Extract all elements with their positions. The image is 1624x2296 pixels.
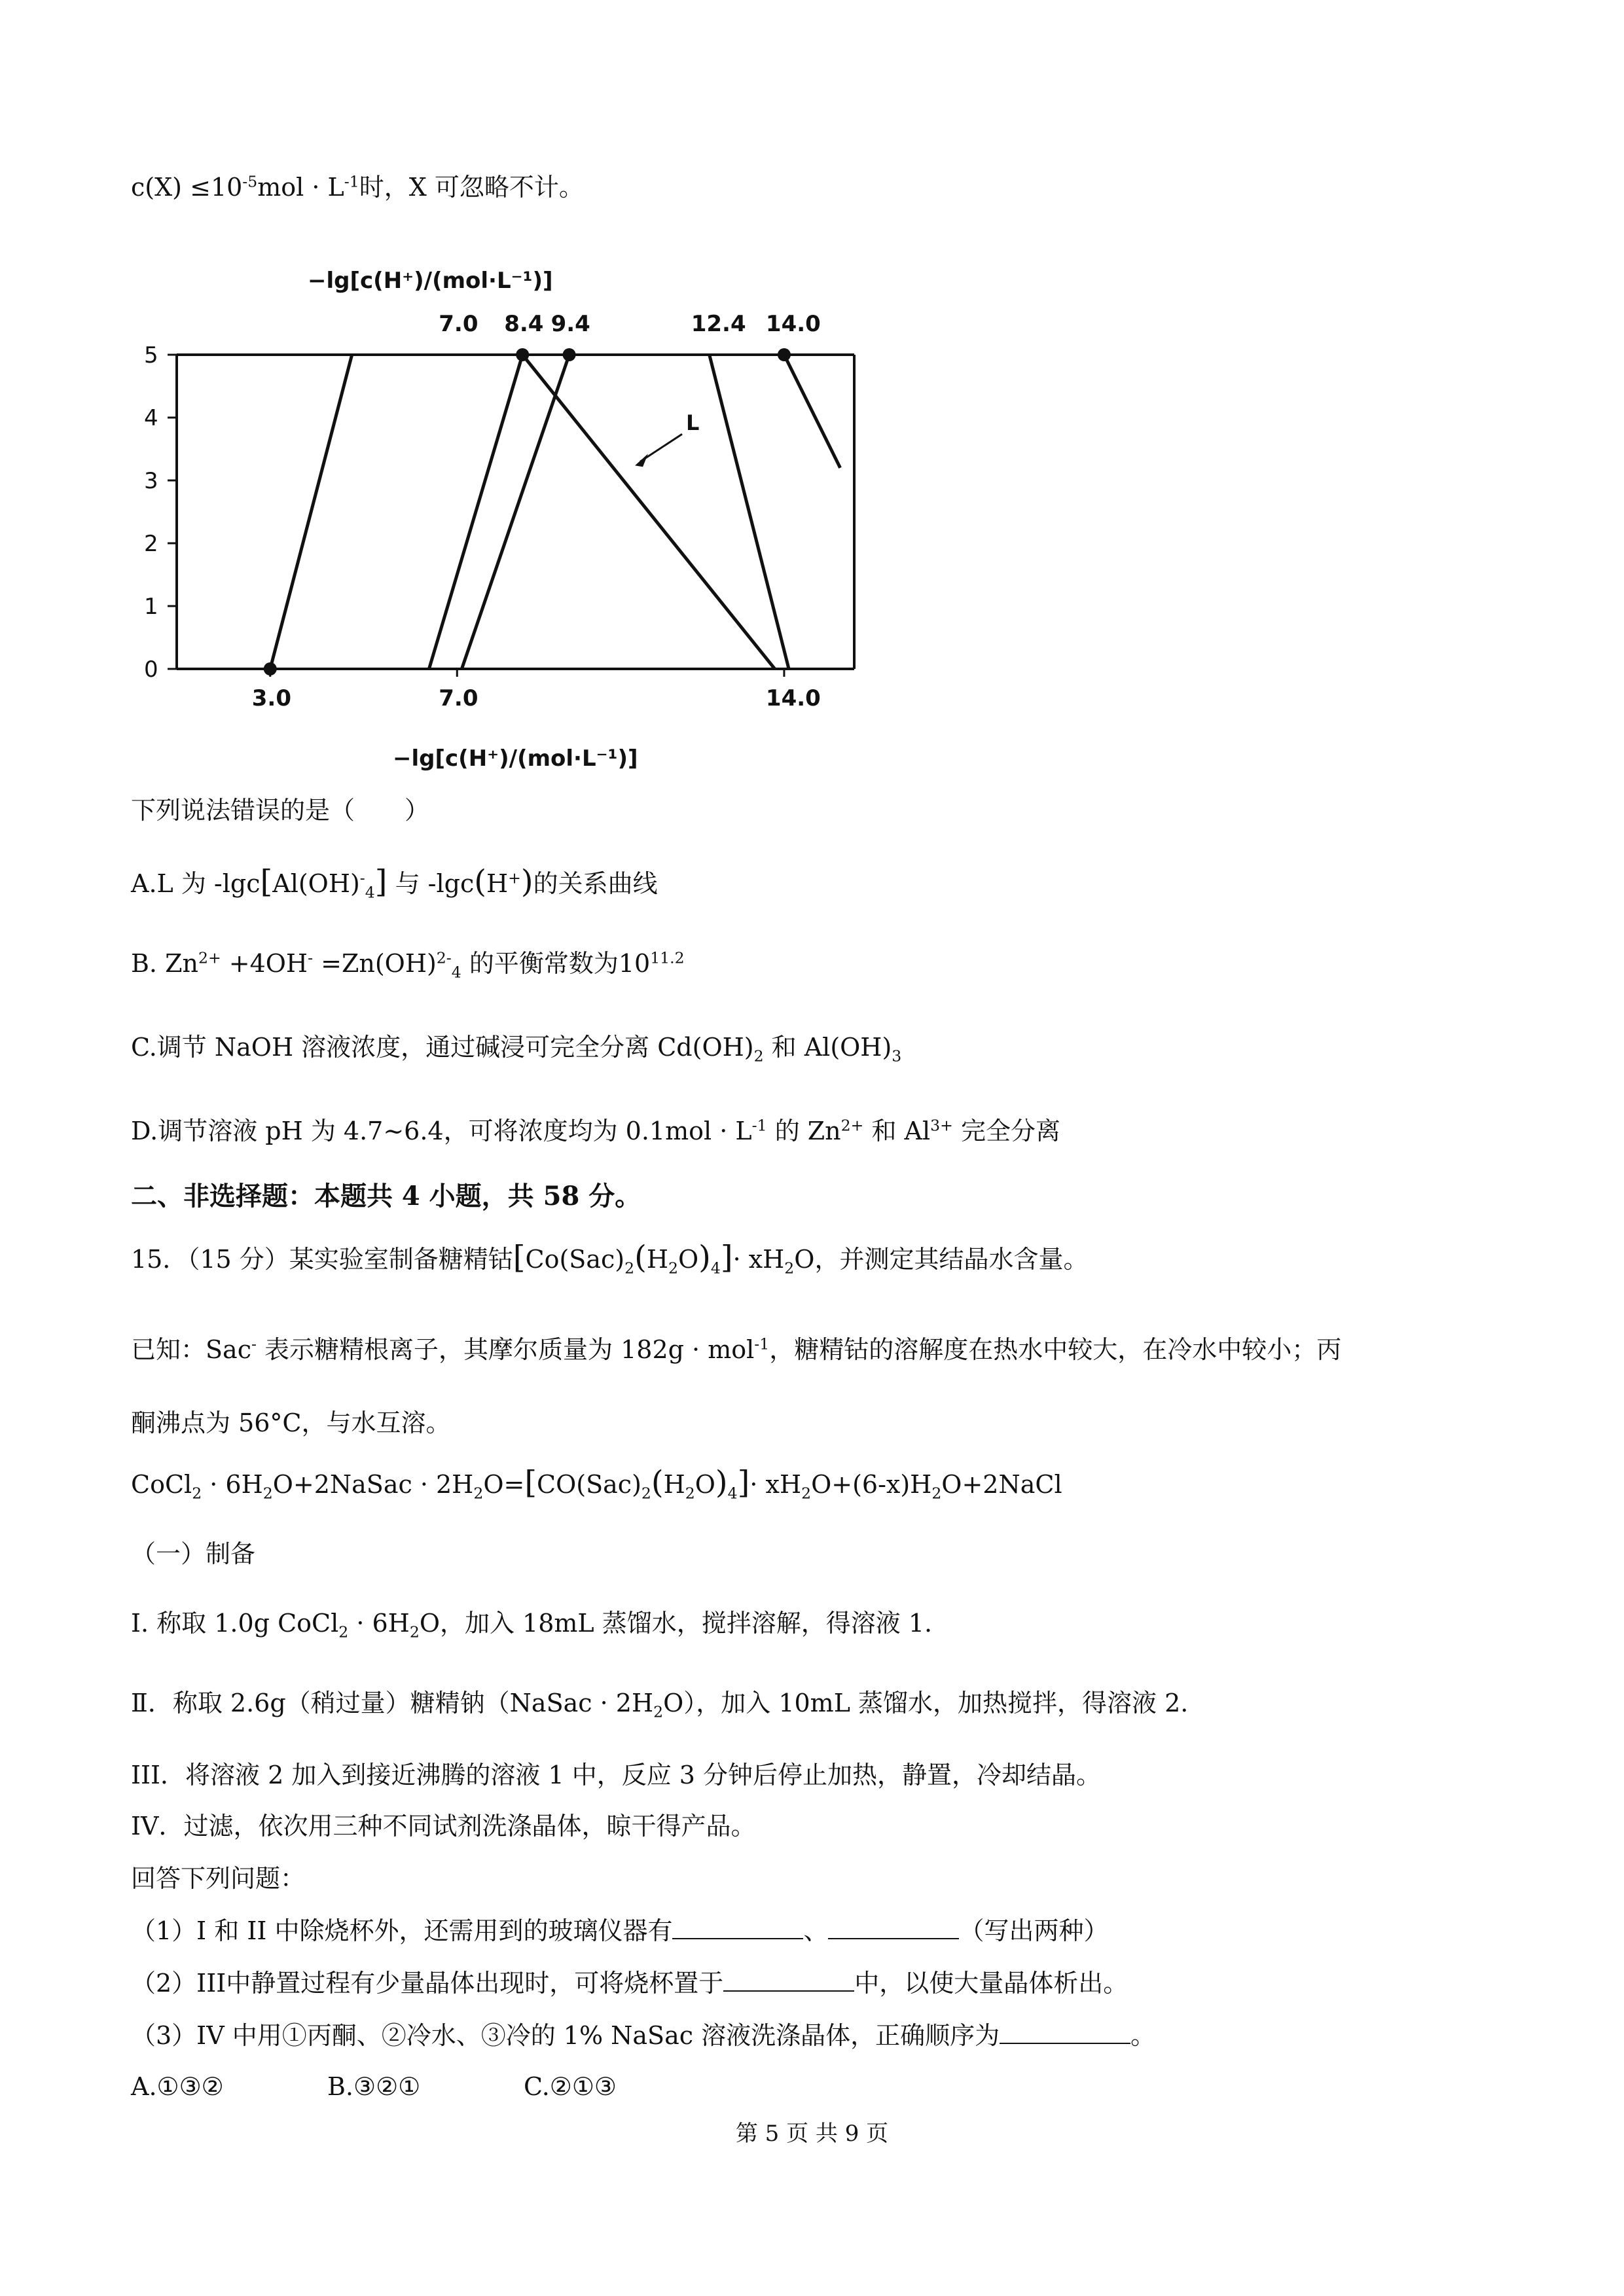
sub-question-1 — [131, 1912, 1108, 1949]
option-b-kexp: 11.2 — [650, 948, 685, 967]
bottom-tick-labels — [252, 669, 821, 711]
q15-post: ，并测定其结晶水含量。 — [814, 1245, 1089, 1274]
bracket-open: [ — [524, 1464, 537, 1501]
known-exp: -1 — [754, 1335, 770, 1354]
le-symbol: ≤ — [190, 173, 211, 202]
answer-blank-3[interactable] — [723, 1968, 854, 1992]
known-line — [131, 1331, 1341, 1368]
y-tick-label: 5 — [144, 342, 158, 368]
exp: -5 — [242, 172, 258, 191]
eq-f: H — [663, 1470, 685, 1499]
top-tick-label: 7.0 — [439, 311, 478, 337]
option-d-asup: 3+ — [930, 1116, 953, 1135]
y-tick-label: 2 — [144, 531, 158, 557]
eq-a: CoCl — [131, 1470, 192, 1499]
top-tick-labels — [439, 311, 821, 337]
q15-xo: O — [794, 1245, 815, 1274]
known-post: ，糖精钴的溶解度在热水中较大，在冷水中较小；丙 — [769, 1335, 1342, 1364]
option-a-post: 的关系曲线 — [533, 869, 658, 898]
series-line-6 — [784, 355, 840, 468]
eq-i: O+(6-x)H — [811, 1470, 932, 1499]
chart-bottom-xlabel: −lg[c(H⁺)/(mol·L⁻¹)] — [393, 745, 638, 772]
step-i-s1: 2 — [338, 1623, 349, 1641]
eq-h2: 2 — [801, 1484, 812, 1503]
unit: mol · L — [257, 173, 344, 202]
known-pre: 已知：Sac — [131, 1335, 251, 1364]
eq-e2: 2 — [641, 1484, 651, 1503]
option-a-sup: - — [359, 869, 365, 888]
option-d-mid: 的 Zn — [767, 1117, 841, 1145]
option-d — [131, 1113, 1060, 1149]
annotation-label: L — [686, 410, 700, 436]
eq-h: · xH — [749, 1470, 802, 1499]
data-point — [563, 348, 576, 361]
paren-open: ( — [651, 1464, 664, 1501]
step-iv: IV．过滤，依次用三种不同试剂洗涤晶体，晾干得产品。 — [131, 1812, 756, 1840]
paren-close: ) — [698, 1239, 711, 1276]
paren-close: ) — [715, 1464, 728, 1501]
option-c-mid: 和 Al(OH) — [763, 1033, 892, 1062]
choice-row — [131, 2068, 617, 2105]
section-heading: 二、非选择题：本题共 4 小题，共 58 分。 — [131, 1181, 641, 1211]
series-L — [522, 355, 774, 669]
step-i — [131, 1605, 932, 1641]
chart-annotations — [635, 410, 699, 467]
step-i-pre: I. 称取 1.0g CoCl — [131, 1609, 339, 1638]
series-line-3 — [461, 355, 569, 669]
option-c-s2: 3 — [892, 1047, 902, 1066]
step-ii-pre: Ⅱ．称取 2.6g（稍过量）糖精钠（NaSac · 2H — [131, 1689, 654, 1717]
option-b-k: 10 — [618, 949, 651, 978]
paren-open: ( — [474, 863, 486, 900]
unit-exp: -1 — [344, 172, 359, 191]
option-b-csub: 4 — [451, 963, 461, 982]
option-b-pre: B. Zn — [131, 949, 198, 978]
option-a-species: Al(OH) — [272, 869, 360, 898]
eq-d: O= — [483, 1470, 525, 1499]
paren-close: ) — [520, 863, 533, 900]
answer-blank-2[interactable] — [828, 1916, 959, 1939]
known-line-2: 酮沸点为 56°C，与水互溶。 — [131, 1408, 451, 1437]
option-b-post: 的平衡常数为 — [461, 949, 619, 978]
option-d-post: 完全分离 — [952, 1117, 1060, 1145]
q15-h: H — [646, 1245, 668, 1274]
option-b-csup: 2- — [436, 948, 452, 967]
option-b-ohsup: - — [308, 948, 314, 967]
intro-tail: 时，X 可忽略不计。 — [359, 173, 584, 202]
answer-blank-4[interactable] — [1000, 2020, 1130, 2044]
x-tick-label: 14.0 — [765, 685, 821, 711]
sub1-pre: （1）I 和 II 中除烧杯外，还需用到的玻璃仪器有 — [131, 1916, 673, 1945]
series-line-2 — [429, 355, 522, 669]
reaction-equation — [131, 1466, 1062, 1503]
eq-f2: 2 — [685, 1484, 695, 1503]
series-line-1 — [270, 355, 352, 669]
q15-hs: 2 — [668, 1259, 678, 1278]
option-d-and: 和 Al — [863, 1117, 931, 1145]
data-point — [778, 348, 791, 361]
bracket-open: [ — [513, 1239, 526, 1276]
y-tick-label: 4 — [144, 405, 158, 431]
top-tick-label: 12.4 — [691, 311, 746, 337]
y-tick-label: 1 — [144, 594, 158, 620]
sub1-post: （写出两种） — [959, 1916, 1109, 1945]
sub2-post: 中，以使大量晶体析出。 — [854, 1969, 1128, 1998]
intro-line — [131, 169, 584, 206]
sub2-pre: （2）III中静置过程有少量晶体出现时，可将烧杯置于 — [131, 1969, 724, 1998]
q15-pre: 15．（15 分）某实验室制备糖精钴 — [131, 1245, 513, 1274]
data-point — [264, 662, 277, 675]
known-sup: - — [251, 1335, 257, 1354]
q15-o: O — [677, 1245, 699, 1274]
option-a — [131, 865, 658, 902]
eq-b2: 2 — [262, 1484, 273, 1503]
q15-x: · xH — [732, 1245, 785, 1274]
option-a-hsup: + — [508, 869, 521, 888]
choice-a: A.①③② — [131, 2072, 224, 2101]
step-iii: III．将溶液 2 加入到接近沸腾的溶液 1 中，反应 3 分钟后停止加热，静置，冷却结晶。 — [131, 1761, 1102, 1789]
x-tick-label: 3.0 — [251, 685, 291, 711]
ten: 10 — [210, 173, 243, 202]
option-d-zsup: 2+ — [840, 1116, 864, 1135]
eq-a2: 2 — [192, 1484, 202, 1503]
choice-c: C.②①③ — [524, 2072, 617, 2101]
series-line-5 — [710, 355, 789, 669]
option-a-pre: A.L 为 -lgc — [131, 869, 261, 898]
step-ii-post: O），加入 10mL 蒸馏水，加热搅拌，得溶液 2. — [663, 1689, 1189, 1717]
option-d-pre: D.调节溶液 pH 为 4.7~6.4，可将浓度均为 0.1mol · L — [131, 1117, 752, 1145]
eq-c2: 2 — [473, 1484, 484, 1503]
q15-xs: 2 — [784, 1259, 795, 1278]
option-a-h: H — [486, 869, 509, 898]
bracket-close: ] — [374, 863, 388, 900]
eq-g4: 4 — [727, 1484, 738, 1503]
question-15 — [131, 1241, 1088, 1278]
question-stem: 下列说法错误的是（ ） — [131, 796, 430, 825]
sub-question-3 — [131, 2017, 1155, 2054]
q15-co: Co(Sac) — [525, 1245, 625, 1274]
chart-points — [264, 348, 791, 675]
bracket-open: [ — [260, 863, 273, 900]
y-tick-labels — [144, 342, 177, 683]
eq-g: O — [695, 1470, 715, 1499]
option-b-zsup: 2+ — [198, 948, 221, 967]
top-tick-label: 9.4 — [550, 311, 590, 337]
option-d-lexp: -1 — [751, 1116, 767, 1135]
eq-c: O+2NaSac · 2H — [272, 1470, 474, 1499]
y-tick-label: 3 — [144, 468, 158, 494]
sub3-post: 。 — [1130, 2021, 1156, 2050]
bracket-close: ] — [720, 1239, 733, 1276]
chart-top-xlabel: −lg[c(H⁺)/(mol·L⁻¹)] — [308, 268, 553, 294]
option-b-mid: +4OH — [221, 949, 308, 978]
q15-s4: 4 — [710, 1259, 721, 1278]
step-i-mid: · 6H — [348, 1609, 410, 1638]
titration-chart — [118, 236, 929, 785]
data-point — [516, 348, 529, 361]
annotation-arrowhead — [635, 454, 648, 467]
option-a-mid: 与 -lgc — [395, 869, 475, 898]
known-mid: 表示糖精根离子，其摩尔质量为 182g · mol — [256, 1335, 755, 1364]
sub-question-2 — [131, 1965, 1128, 2001]
step-ii — [131, 1685, 1188, 1721]
step-i-post: O，加入 18mL 蒸馏水，搅拌溶解，得溶液 1. — [419, 1609, 933, 1638]
answer-blank-1[interactable] — [672, 1916, 803, 1939]
top-tick-label: 14.0 — [765, 311, 821, 337]
bracket-close: ] — [737, 1464, 750, 1501]
x-tick-label: 7.0 — [439, 685, 478, 711]
eq-b: · 6H — [202, 1470, 263, 1499]
eq-e: CO(Sac) — [537, 1470, 641, 1499]
choice-b: B.③②① — [327, 2072, 421, 2101]
option-c — [131, 1029, 901, 1066]
option-b — [131, 945, 685, 982]
sub1-sep: 、 — [803, 1916, 829, 1945]
paren-open: ( — [634, 1239, 647, 1276]
option-c-pre: C.调节 NaOH 溶液浓度，通过碱浸可完全分离 Cd(OH) — [131, 1033, 754, 1062]
chart-series — [270, 355, 840, 669]
eq-i2: 2 — [931, 1484, 942, 1503]
step-ii-s: 2 — [653, 1702, 664, 1721]
answer-prompt: 回答下列问题： — [131, 1864, 306, 1893]
top-tick-label: 8.4 — [504, 311, 544, 337]
sub3-pre: （3）IV 中用①丙酮、②冷水、③冷的 1% NaSac 溶液洗涤晶体，正确顺序为 — [131, 2021, 1000, 2050]
cx-text: c(X) — [131, 173, 182, 202]
option-b-eq: =Zn(OH) — [313, 949, 437, 978]
eq-j: O+2NaCl — [941, 1470, 1062, 1499]
page-footer: 第 5 页 共 9 页 — [735, 2121, 889, 2147]
option-c-s1: 2 — [753, 1047, 764, 1066]
option-a-sub: 4 — [365, 883, 375, 902]
part-heading: （一）制备 — [131, 1539, 256, 1568]
q15-s2: 2 — [624, 1259, 635, 1278]
y-tick-label: 0 — [144, 656, 158, 683]
step-i-s2: 2 — [409, 1623, 420, 1641]
